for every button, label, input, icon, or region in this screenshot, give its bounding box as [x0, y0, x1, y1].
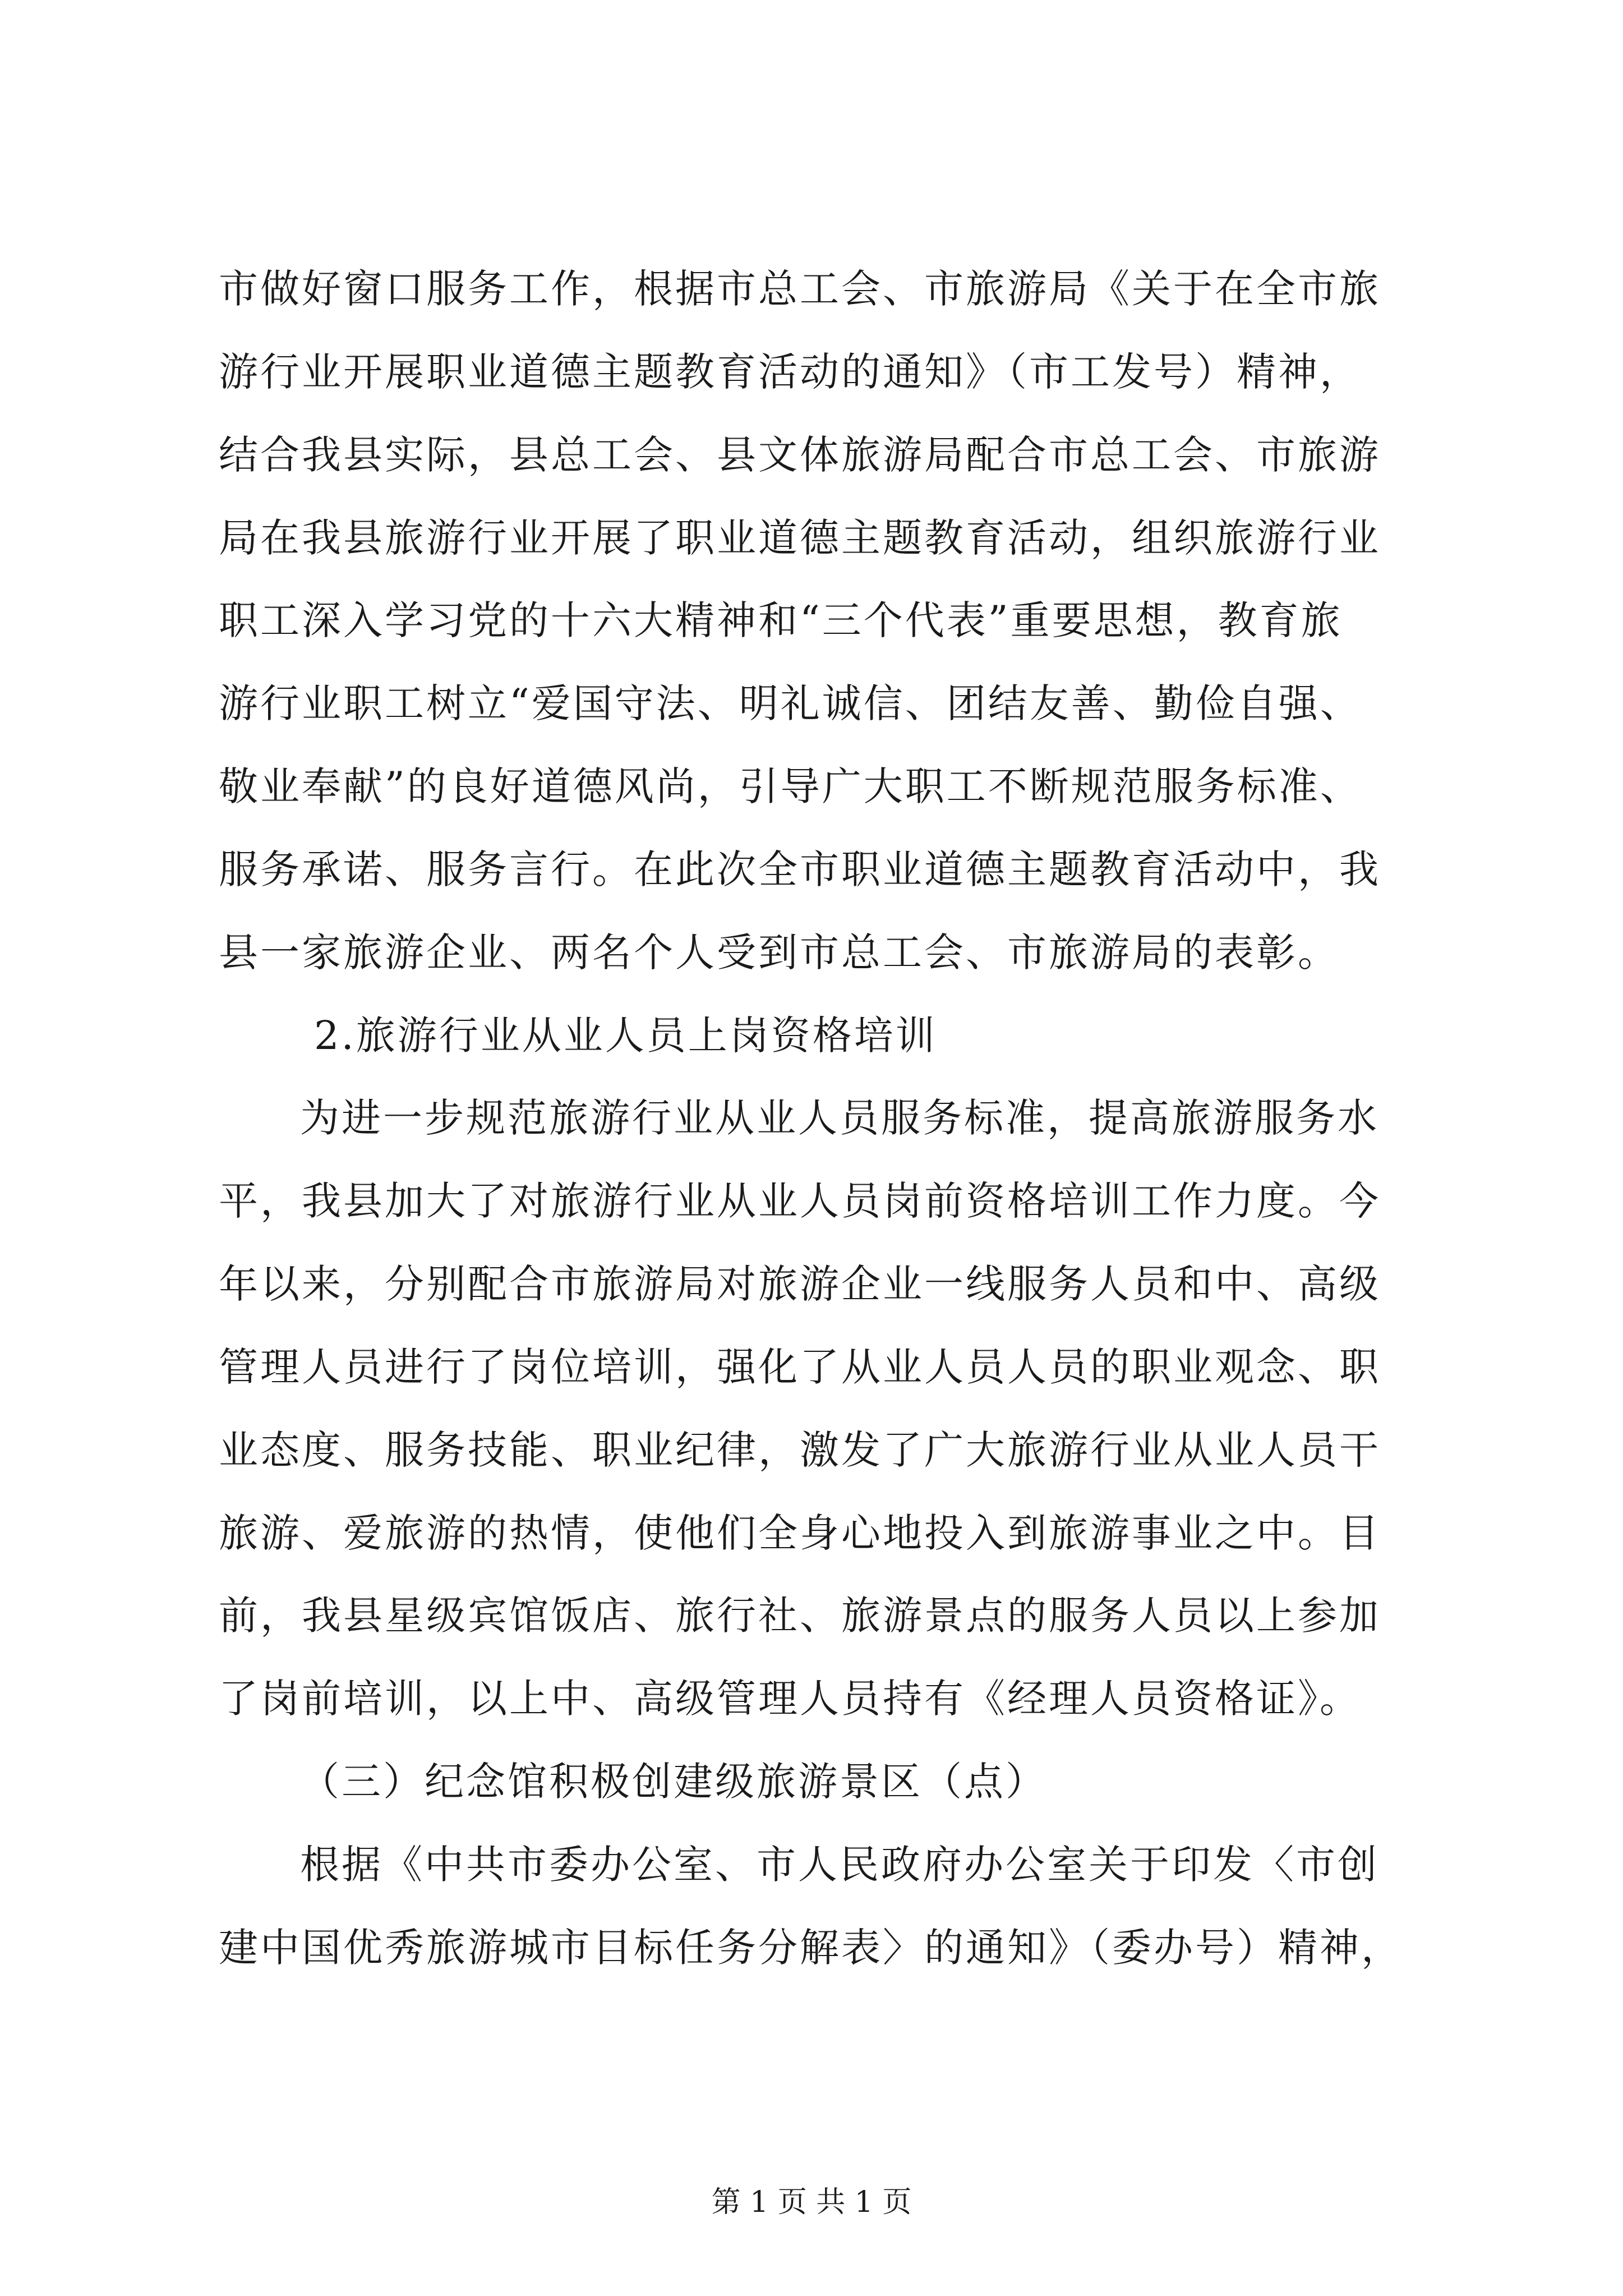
text-line: 前，我县星级宾馆饭店、旅行社、旅游景点的服务人员以上参加 [219, 1593, 1381, 1639]
text-line: 市做好窗口服务工作，根据市总工会、市旅游局《关于在全市旅 [219, 266, 1381, 312]
text-line: 旅游、爱旅游的热情，使他们全身心地投入到旅游事业之中。目 [219, 1510, 1381, 1556]
text-line: 服务承诺、服务言行。在此次全市职业道德主题教育活动中，我 [219, 846, 1381, 892]
text-line: 局在我县旅游行业开展了职业道德主题教育活动，组织旅游行业 [219, 515, 1381, 561]
text-line: 游行业职工树立“爱国守法、明礼诚信、团结友善、勤俭自强、 [219, 680, 1362, 726]
text-line: 县一家旅游企业、两名个人受到市总工会、市旅游局的表彰。 [219, 930, 1339, 976]
text-line: 平，我县加大了对旅游行业从业人员岗前资格培训工作力度。今 [219, 1178, 1381, 1224]
text-line: 业态度、服务技能、职业纪律，激发了广大旅游行业从业人员干 [219, 1427, 1381, 1473]
text-line: 年以来，分别配合市旅游局对旅游企业一线服务人员和中、高级 [219, 1261, 1381, 1307]
text-line: 敬业奉献”的良好道德风尚，引导广大职工不断规范服务标准、 [219, 763, 1362, 809]
section-heading: （三）纪念馆积极创建级旅游景区（点） [300, 1759, 1047, 1805]
text-line: 根据《中共市委办公室、市人民政府办公室关于印发〈市创 [300, 1842, 1379, 1888]
text-line: 游行业开展职业道德主题教育活动的通知》（市工发号）精神， [219, 349, 1361, 395]
page-footer: 第 1 页 共 1 页 [711, 2185, 912, 2219]
text-line: 为进一步规范旅游行业从业人员服务标准，提高旅游服务水 [300, 1095, 1379, 1141]
text-line: 管理人员进行了岗位培训，强化了从业人员人员的职业观念、职 [219, 1344, 1381, 1390]
section-heading: 2.旅游行业从业人员上岗资格培训 [314, 1013, 937, 1059]
text-line: 结合我县实际，县总工会、县文体旅游局配合市总工会、市旅游 [219, 432, 1381, 478]
text-line: 了岗前培训，以上中、高级管理人员持有《经理人员资格证》。 [219, 1676, 1361, 1722]
text-line: 职工深入学习党的十六大精神和“三个代表”重要思想，教育旅 [219, 597, 1343, 643]
text-line: 建中国优秀旅游城市目标任务分解表〉的通知》（委办号）精神， [219, 1925, 1403, 1971]
